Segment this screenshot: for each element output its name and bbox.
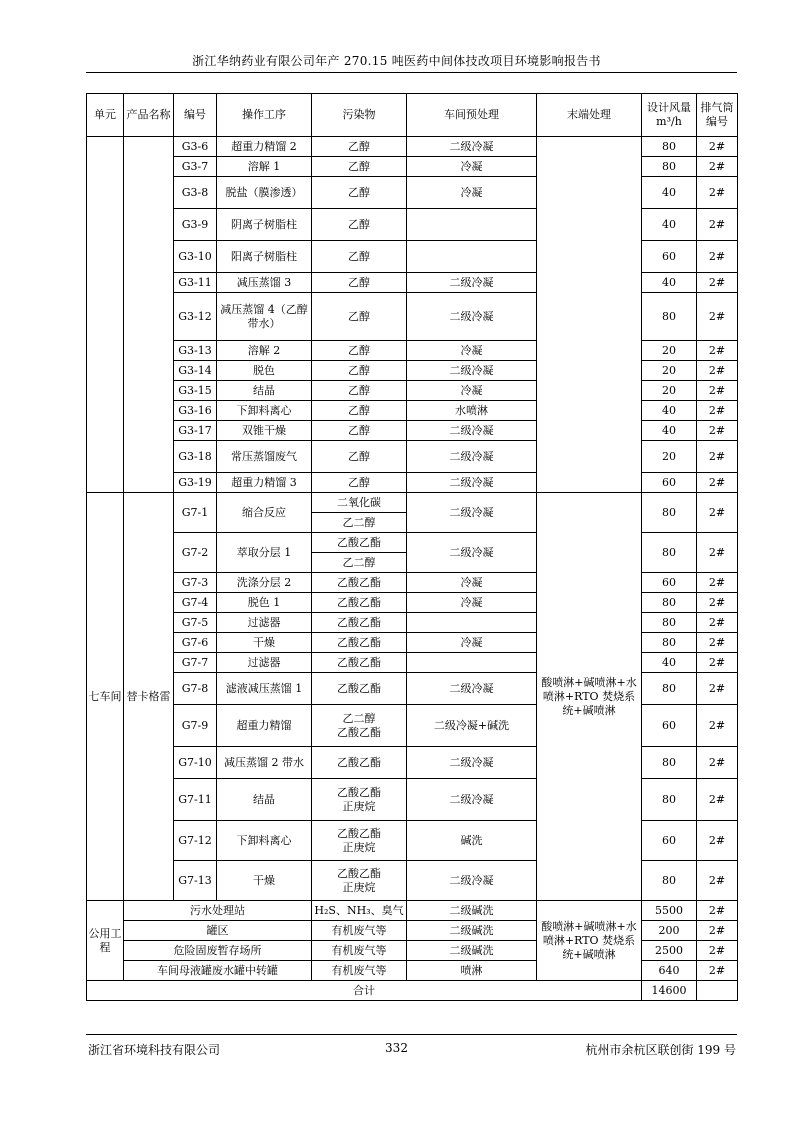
row-pollutant: 乙醇: [312, 361, 407, 381]
row-operation: 阳离子树脂柱: [217, 241, 312, 273]
row-airflow: 80: [642, 493, 697, 533]
row-airflow: 60: [642, 241, 697, 273]
row-operation: 脱色: [217, 361, 312, 381]
col-header-airflow: 设计风量 m³/h: [642, 94, 697, 137]
row-pollutant: 乙醇: [312, 381, 407, 401]
row-pollutant: H₂S、NH₃、臭气: [312, 901, 407, 921]
col-header-product: 产品名称: [124, 94, 174, 137]
row-operation: 下卸料离心: [217, 401, 312, 421]
row-pretreatment: 冷凝: [407, 157, 537, 177]
row-pollutant: 乙酸乙酯: [312, 573, 407, 593]
product-cell-ticagrelor: 替卡格雷: [124, 493, 174, 901]
row-pollutant: 乙酸乙酯: [312, 673, 407, 705]
row-operation: 超重力精馏 2: [217, 137, 312, 157]
row-pollutant: 有机废气等: [312, 961, 407, 981]
row-pollutant: 乙醇: [312, 241, 407, 273]
row-operation: 超重力精馏: [217, 705, 312, 747]
row-pretreatment: 二级冷凝: [407, 473, 537, 493]
row-airflow: 80: [642, 613, 697, 633]
row-pretreatment: 二级冷凝: [407, 747, 537, 779]
total-airflow: 14600: [642, 981, 697, 1001]
row-pretreatment: 二级碱洗: [407, 941, 537, 961]
row-pollutant: 乙酸乙酯: [312, 613, 407, 633]
row-id: G7-4: [174, 593, 217, 613]
row-id: G3-8: [174, 177, 217, 209]
row-operation: 阴离子树脂柱: [217, 209, 312, 241]
table-row: [87, 137, 738, 157]
unit-cell-public: 公用工程: [87, 901, 124, 981]
row-pretreatment: 二级冷凝: [407, 441, 537, 473]
row-pretreatment: 冷凝: [407, 177, 537, 209]
row-pretreatment: 冷凝: [407, 341, 537, 361]
row-airflow: 5500: [642, 901, 697, 921]
row-stack: 2#: [697, 861, 738, 901]
row-operation: 脱色 1: [217, 593, 312, 613]
row-pollutant: 乙醇: [312, 341, 407, 361]
row-airflow: 40: [642, 401, 697, 421]
row-airflow: 20: [642, 381, 697, 401]
row-pretreatment: 冷凝: [407, 573, 537, 593]
row-airflow: 60: [642, 473, 697, 493]
table-body: [87, 137, 738, 1001]
end-treatment-cell-blank: [537, 137, 642, 493]
row-stack: 2#: [697, 441, 738, 473]
row-pretreatment: 二级冷凝: [407, 421, 537, 441]
row-stack: 2#: [697, 473, 738, 493]
total-label: 合计: [87, 981, 642, 1001]
col-header-id: 编号: [174, 94, 217, 137]
col-header-unit: 单元: [87, 94, 124, 137]
row-stack: 2#: [697, 361, 738, 381]
row-operation: 萃取分层 1: [217, 533, 312, 573]
row-airflow: 80: [642, 779, 697, 821]
row-operation: 双锥干燥: [217, 421, 312, 441]
row-pollutant: 有机废气等: [312, 941, 407, 961]
row-operation: 干燥: [217, 633, 312, 653]
row-airflow: 80: [642, 137, 697, 157]
row-stack: 2#: [697, 747, 738, 779]
row-operation: 溶解 2: [217, 341, 312, 361]
row-stack: 2#: [697, 901, 738, 921]
row-pollutant: 乙酸乙酯 正庚烷: [312, 779, 407, 821]
row-id: G3-10: [174, 241, 217, 273]
row-pollutant: 乙醇: [312, 273, 407, 293]
row-id: G3-13: [174, 341, 217, 361]
row-operation: 溶解 1: [217, 157, 312, 177]
row-operation: 过滤器: [217, 653, 312, 673]
row-pretreatment: [407, 209, 537, 241]
row-stack: 2#: [697, 421, 738, 441]
col-header-end-treatment: 末端处理: [537, 94, 642, 137]
row-stack: 2#: [697, 209, 738, 241]
unit-cell-blank: [87, 137, 124, 493]
row-pretreatment: 二级冷凝: [407, 361, 537, 381]
row-pretreatment: 喷淋: [407, 961, 537, 981]
row-id: G7-6: [174, 633, 217, 653]
table-row: [87, 493, 738, 513]
row-id: G3-15: [174, 381, 217, 401]
row-facility: 车间母液罐废水罐中转罐: [124, 961, 312, 981]
row-id: G7-13: [174, 861, 217, 901]
row-airflow: 80: [642, 747, 697, 779]
row-pretreatment: 二级碱洗: [407, 901, 537, 921]
row-pretreatment: 二级冷凝: [407, 533, 537, 573]
row-pretreatment: 二级冷凝: [407, 137, 537, 157]
total-row: [87, 981, 738, 1001]
row-pollutant: 乙酸乙酯: [312, 633, 407, 653]
row-id: G7-7: [174, 653, 217, 673]
row-operation: 减压蒸馏 2 带水: [217, 747, 312, 779]
row-stack: 2#: [697, 633, 738, 653]
row-stack: 2#: [697, 273, 738, 293]
col-header-operation: 操作工序: [217, 94, 312, 137]
col-header-stack: 排气筒编号: [697, 94, 738, 137]
row-stack: 2#: [697, 941, 738, 961]
unit-cell-workshop7: 七车间: [87, 493, 124, 901]
table-row: [87, 901, 738, 921]
end-treatment-cell-g7: 酸喷淋+碱喷淋+水喷淋+RTO 焚烧系统+碱喷淋: [537, 493, 642, 901]
row-pretreatment: 冷凝: [407, 381, 537, 401]
row-operation: 减压蒸馏 3: [217, 273, 312, 293]
row-pollutant: 乙二醇 乙酸乙酯: [312, 705, 407, 747]
footer-company: 浙江省环境科技有限公司: [88, 1043, 221, 1057]
row-airflow: 80: [642, 673, 697, 705]
row-airflow: 640: [642, 961, 697, 981]
product-cell-blank: [124, 137, 174, 493]
row-id: G3-11: [174, 273, 217, 293]
row-stack: 2#: [697, 241, 738, 273]
row-pollutant: 乙酸乙酯: [312, 593, 407, 613]
row-airflow: 2500: [642, 941, 697, 961]
row-id: G7-3: [174, 573, 217, 593]
row-airflow: 40: [642, 177, 697, 209]
total-stack-blank: [697, 981, 738, 1001]
row-airflow: 40: [642, 653, 697, 673]
row-pretreatment: 二级碱洗: [407, 921, 537, 941]
row-airflow: 80: [642, 533, 697, 573]
row-operation: 洗涤分层 2: [217, 573, 312, 593]
row-stack: 2#: [697, 821, 738, 861]
row-airflow: 20: [642, 441, 697, 473]
row-stack: 2#: [697, 573, 738, 593]
end-treatment-cell-public: 酸喷淋+碱喷淋+水喷淋+RTO 焚烧系统+碱喷淋: [537, 901, 642, 981]
row-airflow: 200: [642, 921, 697, 941]
row-pretreatment: 二级冷凝: [407, 673, 537, 705]
footer-page-number: 332: [385, 1041, 408, 1055]
row-airflow: 80: [642, 633, 697, 653]
row-pretreatment: 二级冷凝: [407, 493, 537, 533]
row-airflow: 20: [642, 341, 697, 361]
row-pollutant: 乙酸乙酯: [312, 747, 407, 779]
row-airflow: 20: [642, 361, 697, 381]
row-id: G3-12: [174, 293, 217, 341]
row-facility: 罐区: [124, 921, 312, 941]
row-pretreatment: [407, 241, 537, 273]
row-pretreatment: [407, 653, 537, 673]
row-airflow: 80: [642, 593, 697, 613]
row-pretreatment: 二级冷凝: [407, 779, 537, 821]
row-stack: 2#: [697, 157, 738, 177]
row-id: G7-12: [174, 821, 217, 861]
row-id: G7-9: [174, 705, 217, 747]
row-airflow: 40: [642, 273, 697, 293]
row-stack: 2#: [697, 593, 738, 613]
col-header-pretreatment: 车间预处理: [407, 94, 537, 137]
row-pollutant: 乙醇: [312, 421, 407, 441]
row-pollutant: 二氧化碳: [312, 493, 407, 513]
row-pollutant: 乙酸乙酯 正庚烷: [312, 821, 407, 861]
row-pretreatment: 二级冷凝: [407, 861, 537, 901]
row-airflow: 80: [642, 157, 697, 177]
row-pretreatment: 水喷淋: [407, 401, 537, 421]
row-pollutant: 乙醇: [312, 137, 407, 157]
row-stack: 2#: [697, 341, 738, 361]
row-id: G7-1: [174, 493, 217, 533]
row-pretreatment: 二级冷凝: [407, 293, 537, 341]
row-pollutant: 乙醇: [312, 441, 407, 473]
row-airflow: 80: [642, 861, 697, 901]
row-pollutant: 乙醇: [312, 209, 407, 241]
row-pollutant: 乙二醇: [312, 553, 407, 573]
row-pollutant: 乙醇: [312, 177, 407, 209]
row-stack: 2#: [697, 653, 738, 673]
row-id: G7-5: [174, 613, 217, 633]
row-stack: 2#: [697, 613, 738, 633]
row-stack: 2#: [697, 177, 738, 209]
row-operation: 缩合反应: [217, 493, 312, 533]
row-airflow: 80: [642, 293, 697, 341]
row-id: G3-17: [174, 421, 217, 441]
row-id: G7-10: [174, 747, 217, 779]
row-id: G3-19: [174, 473, 217, 493]
row-pretreatment: 冷凝: [407, 593, 537, 613]
row-pollutant: 乙醇: [312, 401, 407, 421]
row-pretreatment: 冷凝: [407, 633, 537, 653]
row-id: G3-18: [174, 441, 217, 473]
row-stack: 2#: [697, 137, 738, 157]
row-pollutant: 乙醇: [312, 293, 407, 341]
row-id: G7-2: [174, 533, 217, 573]
row-stack: 2#: [697, 533, 738, 573]
row-id: G7-11: [174, 779, 217, 821]
row-id: G3-7: [174, 157, 217, 177]
row-operation: 脱盐（膜渗透）: [217, 177, 312, 209]
row-operation: 干燥: [217, 861, 312, 901]
row-pollutant: 乙二醇: [312, 513, 407, 533]
header-divider: [86, 72, 737, 73]
row-pollutant: 乙酸乙酯 正庚烷: [312, 861, 407, 901]
table-header-row: [87, 94, 738, 137]
row-pollutant: 乙醇: [312, 157, 407, 177]
row-operation: 下卸料离心: [217, 821, 312, 861]
row-stack: 2#: [697, 381, 738, 401]
row-pollutant: 乙酸乙酯: [312, 653, 407, 673]
row-stack: 2#: [697, 961, 738, 981]
row-id: G3-14: [174, 361, 217, 381]
row-pollutant: 乙醇: [312, 473, 407, 493]
row-facility: 污水处理站: [124, 901, 312, 921]
row-id: G3-6: [174, 137, 217, 157]
row-facility: 危险固废暂存场所: [124, 941, 312, 961]
row-airflow: 40: [642, 421, 697, 441]
row-pretreatment: 二级冷凝: [407, 273, 537, 293]
row-pretreatment: 二级冷凝+碱洗: [407, 705, 537, 747]
page-header-title: 浙江华纳药业有限公司年产 270.15 吨医药中间体技改项目环境影响报告书: [192, 54, 601, 68]
row-stack: 2#: [697, 921, 738, 941]
row-stack: 2#: [697, 493, 738, 533]
row-id: G3-9: [174, 209, 217, 241]
row-stack: 2#: [697, 779, 738, 821]
col-header-pollutant: 污染物: [312, 94, 407, 137]
row-operation: 过滤器: [217, 613, 312, 633]
row-operation: 常压蒸馏废气: [217, 441, 312, 473]
row-operation: 减压蒸馏 4（乙醇带水）: [217, 293, 312, 341]
row-airflow: 40: [642, 209, 697, 241]
row-operation: 结晶: [217, 779, 312, 821]
row-operation: 超重力精馏 3: [217, 473, 312, 493]
row-pretreatment: 碱洗: [407, 821, 537, 861]
row-operation: 滤液减压蒸馏 1: [217, 673, 312, 705]
row-airflow: 60: [642, 705, 697, 747]
row-airflow: 60: [642, 573, 697, 593]
row-airflow: 60: [642, 821, 697, 861]
row-stack: 2#: [697, 401, 738, 421]
row-pollutant: 乙酸乙酯: [312, 533, 407, 553]
row-operation: 结晶: [217, 381, 312, 401]
row-pollutant: 有机废气等: [312, 921, 407, 941]
row-id: G3-16: [174, 401, 217, 421]
row-id: G7-8: [174, 673, 217, 705]
footer-divider: [86, 1034, 737, 1035]
emission-table: [86, 93, 738, 1001]
row-stack: 2#: [697, 705, 738, 747]
row-stack: 2#: [697, 293, 738, 341]
row-pretreatment: [407, 613, 537, 633]
row-stack: 2#: [697, 673, 738, 705]
footer-address: 杭州市余杭区联创街 199 号: [585, 1043, 736, 1057]
